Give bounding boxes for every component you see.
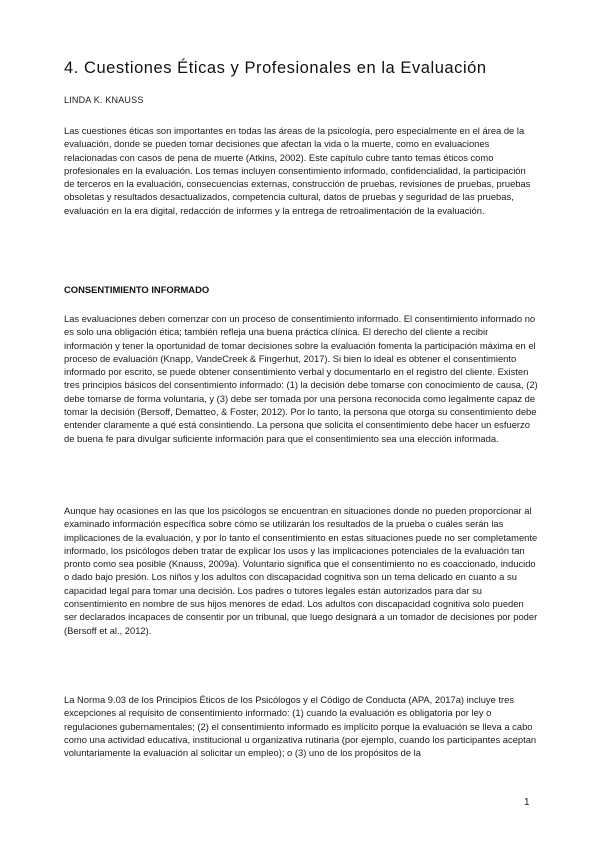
section-heading: CONSENTIMIENTO INFORMADO — [64, 284, 210, 295]
section-paragraph-2: Aunque hay ocasiones en las que los psicólogos se encuentran en situaciones donde no pueden proporcionar al examinado información específica sobre cómo se utilizarán los resultados de la prueba o cuáles serán las implicaciones de la evaluación, y por lo tanto el consentimiento en estas situaciones puede no ser completamente informado, los psicólogos deben tratar de explicar los usos y las implicaciones potenciales de la evaluación tan pronto como sea posible (Knauss, 2009a). Voluntario significa que el consentimiento no es coaccionado, inducido o dado bajo presión. Los niños y los adultos con discapacidad cognitiva son un tema delicado en cuanto a su capacidad legal para tomar una decisión. Los padres o tutores legales están autorizados para dar su consentimiento en nombre de sus hijos menores de edad. Los adultos con discapacidad cognitiva solo pueden ser declarados incapaces de consentir por un tribunal, que luego designará a un tomador de decisiones por poder (Bersoff et al., 2012). — [64, 505, 538, 636]
section-paragraph-3: La Norma 9.03 de los Principios Éticos de los Psicólogos y el Código de Conducta (APA, 2017a) incluye tres excepciones al requisito de consentimiento informado: (1) cuando la evaluación es obligatoria por ley o regulaciones gubernamentales; (2) el consentimiento informado es implícito porque la evaluación se lleva a cabo como una actividad educativa, institucional u organizativa rutinaria (por ejemplo, cuando los participantes aceptan voluntariamente la evaluación al solicitar un empleo); o (3) uno de los propósitos de la — [64, 694, 537, 759]
intro-paragraph: Las cuestiones éticas son importantes en todas las áreas de la psicología, pero especialmente en el área de la evaluación, donde se pueden tomar decisiones que afectan la vida o la muerte, como en evaluaciones relacionadas con casos de pena de muerte (Atkins, 2002). Este capítulo cubre tanto temas éticos como profesionales en la evaluación. Los temas incluyen consentimiento informado, confidencialidad, la participación de terceros en la evaluación, consecuencias externas, construcción de pruebas, revisiones de pruebas, pruebas obsoletas y resultados desactualizados, competencia cultural, datos de pruebas y seguridad de las pruebas, evaluación en la era digital, redacción de informes y la entrega de retroalimentación de la evaluación. — [64, 125, 531, 216]
chapter-title: 4. Cuestiones Éticas y Profesionales en la Evaluación — [64, 59, 487, 77]
page-number: 1 — [524, 797, 530, 808]
author-name: LINDA K. KNAUSS — [64, 95, 144, 105]
section-paragraph-1: Las evaluaciones deben comenzar con un proceso de consentimiento informado. El consentimiento informado no es solo una obligación ética; también refleja una buena práctica clínica. El derecho del cliente a recibir información y tener la oportunidad de tomar decisiones sobre la evaluación fomenta la participación máxima en el proceso de evaluación (Knapp, VandeCreek & Fingerhut, 2017). Si bien lo ideal es obtener el consentimiento informado por escrito, se puede obtener consentimiento verbal y documentarlo en el registro del cliente. Existen tres principios básicos del consentimiento informado: (1) la decisión debe tomarse con conocimiento de causa, (2) debe tomarse de forma voluntaria, y (3) debe ser tomada por una persona reconocida como legalmente capaz de tomar la decisión (Bersoff, Dematteo, & Foster, 2012). Por lo tanto, la persona que otorga su consentimiento debe entender claramente a qué está consintiendo. La persona que solicita el consentimiento debe hacer un esfuerzo de buena fe para divulgar suficiente información para que el consentimiento sea una elección informada. — [64, 313, 538, 444]
